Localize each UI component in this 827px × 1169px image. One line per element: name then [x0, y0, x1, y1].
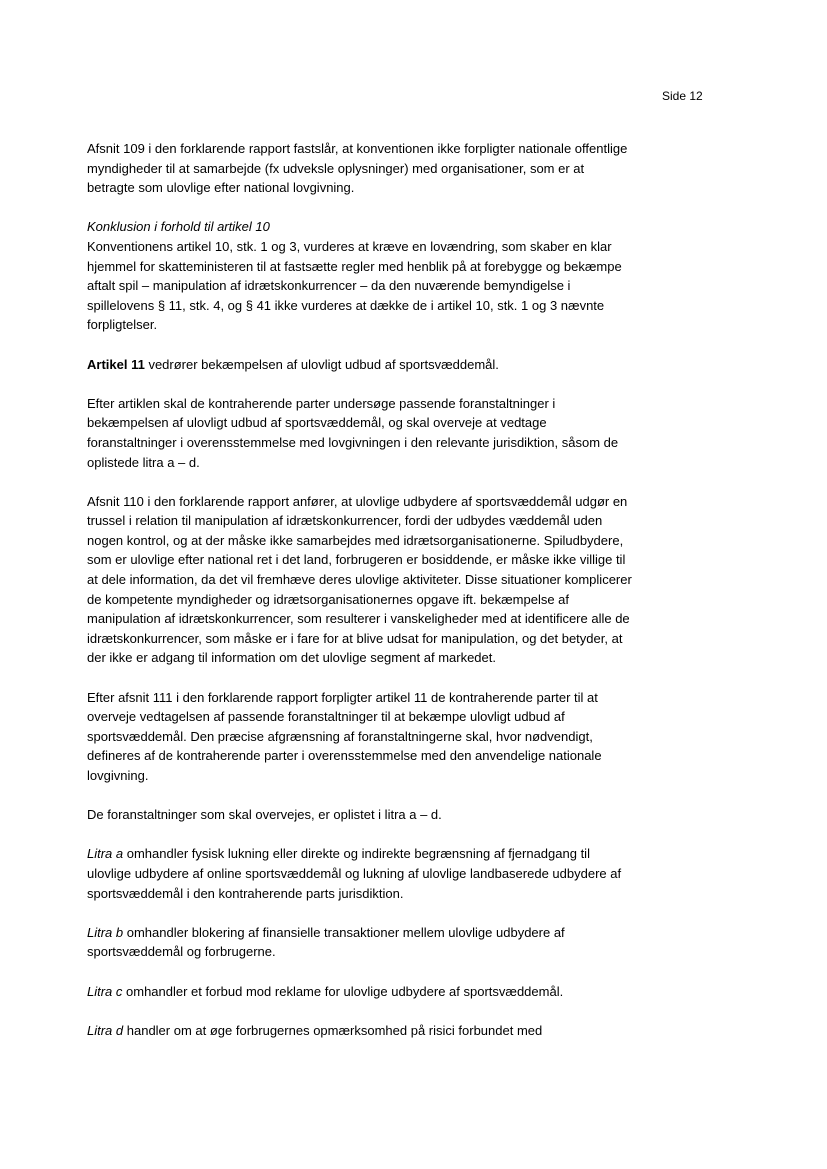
paragraph-afsnit-110: Afsnit 110 i den forklarende rapport anfører, at ulovlige udbydere af sportsvæddemål udgør en trussel i relation til manipulation af idrætskonkurrencer, fordi der udbydes væddemål uden nogen kontrol, og at der måske ikke samarbejdes med idrætsorganisationerne. Spiludbydere, som er ulovlige efter national ret i det land, forbrugeren er bosiddende, er måske ikke villige til at dele information, da det vil fremhæve deres ulovlige aktiviteter. Disse situationer komplicerer de kompetente myndigheder og idrætsorganisationernes opgave ift. bekæmpelse af manipulation af idrætskonkurrencer, som resulterer i vanskeligheder med at identificere alle de idrætskonkurrencer, som måske er i fare for at blive udsat for manipulation, og det betyder, at der ikke er adgang til information om det ulovlige segment af markedet.: [87, 493, 632, 666]
paragraph-litra-a: [87, 844, 632, 903]
litra-b-text: omhandler blokering af finansielle transaktioner mellem ulovlige udbydere af sportsvæddemål og forbrugerne.: [87, 924, 565, 960]
paragraph-litra-d: [87, 1021, 632, 1041]
litra-a-lead: Litra a: [87, 846, 124, 862]
document-body: [87, 139, 632, 1060]
paragraph-conclusion: Konventionens artikel 10, stk. 1 og 3, vurderes at kræve en lovændring, som skaber en klar hjemmel for skatteministeren til at fastsætte regler med henblik på at forebygge og bekæmpe aftalt spil – manipulation af idrætskonkurrencer – da den nuværende bemyndigelse i spillelovens § 11, stk. 4, og § 41 ikke vurderes at dække de i artikel 10, stk. 1 og 3 nævnte forpligtelser.: [87, 238, 622, 333]
litra-a-text: omhandler fysisk lukning eller direkte og indirekte begrænsning af fjernadgang til ulovlige udbydere af online sportsvæddemål og lukning af ulovlige landbaserede udbydere af sportsvæddemål i den kontraherende parts jurisdiktion.: [87, 846, 622, 901]
paragraph-afsnit-111: Efter afsnit 111 i den forklarende rapport forpligter artikel 11 de kontraherende parter til at overveje vedtagelsen af passende foranstaltninger til at bekæmpe ulovligt udbud af sportsvæddemål. Den præcise afgrænsning af foranstaltningerne skal, hvor nødvendigt, defineres af de kontraherende parter i overensstemmelse med den anvendelige nationale lovgivning.: [87, 689, 602, 783]
paragraph-afsnit-109: Afsnit 109 i den forklarende rapport fastslår, at konventionen ikke forpligter nationale offentlige myndigheder til at samarbejde (fx udveksle oplysninger) med organisationer, som er at betragte som ulovlige efter national lovgivning.: [87, 141, 628, 196]
litra-c-lead: Litra c: [87, 983, 123, 999]
artikel-11-lead: Artikel 11: [87, 356, 145, 372]
paragraph-foranstaltninger: De foranstaltninger som skal overvejes, er oplistet i litra a – d.: [87, 807, 442, 823]
page-number: Side 12: [662, 89, 703, 103]
litra-b-lead: Litra b: [87, 924, 124, 940]
paragraph-litra-b: [87, 923, 632, 962]
litra-d-text: handler om at øge forbrugernes opmærksomhed på risici forbundet med: [123, 1022, 543, 1038]
paragraph-artikel-11: [87, 355, 632, 375]
conclusion-heading: Konklusion i forhold til artikel 10: [87, 219, 270, 235]
paragraph-artiklen: Efter artiklen skal de kontraherende parter undersøge passende foranstaltninger i bekæmpelsen af ulovligt udbud af sportsvæddemål, og skal overveje at vedtage foranstaltninger i overensstemmelse med lovgivningen i den relevante jurisdiktion, såsom de oplistede litra a – d.: [87, 395, 619, 470]
paragraph-litra-c: [87, 982, 632, 1002]
artikel-11-text: vedrører bekæmpelsen af ulovligt udbud af sportsvæddemål.: [144, 356, 499, 372]
litra-c-text: omhandler et forbud mod reklame for ulovlige udbydere af sportsvæddemål.: [122, 983, 564, 999]
litra-d-lead: Litra d: [87, 1022, 124, 1038]
